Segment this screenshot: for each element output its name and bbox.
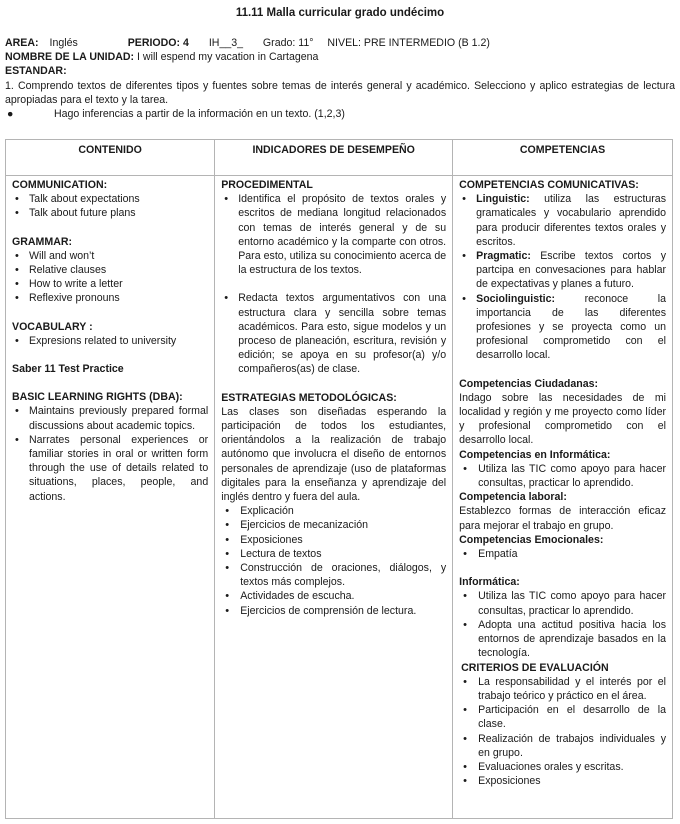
saber-title: Saber 11 Test Practice: [12, 363, 124, 376]
competencias-cell: [453, 176, 673, 819]
list-item: • Maintains previously prepared formal discussions about academic topics.: [29, 404, 208, 432]
ciudadanas-text: Indago sobre las necesidades de mi localidad y región y me proyecto como líder y profesional comprometido con el desarrollo local.: [459, 391, 666, 447]
vocabulary-title: VOCABULARY :: [12, 320, 93, 333]
list-item: • Utiliza las TIC como apoyo para hacer consultas, practicar lo aprendido.: [478, 462, 666, 490]
list-item: • Talk about expectations: [29, 192, 208, 206]
list-item: • Relative clauses: [29, 263, 208, 277]
document-header: [5, 36, 675, 121]
pragmatic-text: Escribe textos cortos y partcipa en convesaciones para hablar de expectativas y planes a futuro.: [476, 250, 666, 291]
list-item: • Exposiciones: [478, 774, 666, 788]
list-item: • Utiliza las TIC como apoyo para hacer consultas, practicar lo aprendido.: [478, 589, 666, 617]
column-header-contenido: CONTENIDO: [6, 140, 215, 176]
list-item: • Redacta textos argumentativos con una estructura clara y sencilla sobre temas académicos. Para esto, sigue modelos y un proceso de planeación, escritura, revisión y edición; se apoya en su profesor(a) y/o compañeros(as) de clase.: [238, 291, 446, 376]
informatica2-title: Informática:: [459, 576, 520, 589]
area-label: AREA:: [5, 37, 39, 49]
list-item: • Narrates personal experiences or familiar stories in oral or written form through the use of details related to situations, places, people, and actions.: [29, 433, 208, 504]
list-item: • How to write a letter: [29, 277, 208, 291]
estandar-bullet-text: Hago inferencias a partir de la información en un texto. (1,2,3): [54, 108, 345, 121]
vocabulary-list: [12, 334, 208, 348]
criterios-title: CRITERIOS DE EVALUACIÓN: [461, 661, 609, 674]
procedimental-list: [221, 192, 446, 277]
contenido-cell: [6, 176, 215, 819]
document-title: 11.11 Malla curricular grado undécimo: [235, 7, 445, 19]
list-item: • La responsabilidad y el interés por el trabajo teórico y práctico en el área.: [478, 675, 666, 703]
column-header-competencias: COMPETENCIAS: [453, 140, 673, 176]
estandar-text: 1. Comprendo textos de diferentes tipos y fuentes sobre temas de interés general y académico. Selecciono y aplico estrategias de lectura apropiadas para el texto y la tarea.: [5, 79, 675, 106]
list-item: [476, 292, 666, 363]
comunicativas-title: COMPETENCIAS COMUNICATIVAS:: [459, 179, 639, 191]
ciudadanas-title: Competencias Ciudadanas:: [459, 377, 599, 390]
linguistic-text: utiliza las estructuras gramaticales y vocabulario aprendido para producir diferentes textos orales y escritos.: [476, 193, 666, 248]
informatica-title: Competencias en Informática:: [459, 448, 611, 461]
list-item: • Ejercicios de mecanización: [240, 518, 446, 532]
sociolinguistic-label: Sociolinguistic:: [476, 292, 555, 305]
list-item: • Empatía: [478, 547, 666, 561]
estandar-label: ESTANDAR:: [5, 65, 67, 78]
dba-title: BASIC LEARNING RIGHTS (DBA):: [12, 391, 183, 404]
list-item: • Lectura de textos: [240, 547, 446, 561]
estrategias-title: ESTRATEGIAS METODOLÓGICAS:: [221, 391, 397, 404]
indicadores-cell: [215, 176, 453, 819]
dba-list: [12, 404, 208, 503]
unidad-value: I will espend my vacation in Cartagena: [137, 51, 319, 64]
unidad-label: NOMBRE DE LA UNIDAD:: [5, 51, 135, 64]
procedimental-list-2: [221, 291, 446, 376]
list-item: • Expresions related to university: [29, 334, 208, 348]
grado-value: Grado: 11°: [262, 37, 314, 49]
procedimental-title: PROCEDIMENTAL: [221, 179, 313, 191]
laboral-title: Competencia laboral:: [459, 491, 567, 504]
estandar-bullet: [5, 107, 675, 121]
list-item: • Reflexive pronouns: [29, 291, 208, 305]
nivel-value: NIVEL: PRE INTERMEDIO (B 1.2): [327, 37, 490, 49]
column-header-indicadores: INDICADORES DE DESEMPEÑO: [215, 140, 453, 176]
unidad-line: [5, 50, 675, 64]
list-item: • Will and won’t: [29, 249, 208, 263]
list-item: • Talk about future plans: [29, 206, 208, 220]
list-item: [476, 192, 666, 249]
estrategias-list: [221, 504, 446, 618]
informatica2-list: [459, 589, 666, 660]
list-item: [476, 249, 666, 292]
grammar-list: [12, 249, 208, 306]
periodo-label: PERIODO:: [127, 37, 181, 49]
list-item: • Evaluaciones orales y escritas.: [478, 760, 666, 774]
list-item: • Construcción de oraciones, diálogos, y textos más complejos.: [240, 561, 446, 589]
emocionales-title: Competencias Emocionales:: [459, 533, 604, 546]
pragmatic-label: Pragmatic:: [476, 250, 531, 263]
laboral-text: Establezco formas de interacción eficaz para mejorar el trabajo en grupo.: [459, 505, 666, 532]
grammar-title: GRAMMAR:: [12, 235, 73, 248]
list-item: • Adopta una actitud positiva hacia los entornos de aprendizaje basados en la tecnología.: [478, 618, 666, 661]
list-item: • Identifica el propósito de textos orales y escritos de mediana longitud relacionados con temas de interés general y de su entorno académico y la comparte con otros. Para esto, utiliza su conocimiento acerca de la estructura de los textos.: [238, 192, 446, 277]
communication-list: [12, 192, 208, 220]
sociolinguistic-text: reconoce la importancia de las diferentes profesiones y se proyecta como un profesional comprometido con el desarrollo local.: [476, 292, 666, 362]
list-item: • Exposiciones: [240, 533, 446, 547]
table-header-row: [6, 140, 673, 176]
bullet-icon: ●: [7, 108, 14, 121]
list-item: • Ejercicios de comprensión de lectura.: [240, 604, 446, 618]
area-value: Inglés: [49, 37, 78, 49]
periodo-value: 4: [183, 37, 189, 49]
curriculum-table: [5, 139, 673, 819]
list-item: • Actividades de escucha.: [240, 589, 446, 603]
list-item: • Realización de trabajos individuales y en grupo.: [478, 732, 666, 760]
linguistic-label: Linguistic:: [476, 193, 530, 206]
communication-title: COMMUNICATION:: [12, 179, 108, 191]
emocionales-list: [459, 547, 666, 561]
criterios-list: [459, 675, 666, 789]
informatica-list: [459, 462, 666, 490]
header-info-line: [5, 36, 675, 50]
list-item: • Participación en el desarrollo de la clase.: [478, 703, 666, 731]
estrategias-text: Las clases son diseñadas esperando la participación de todos los estudiantes, orientándolos a la realización de trabajo autónomo que involucra el diseño de entornos personales de aprendizaje (uso de plataformas digitales para la enseñanza y aprendizaje del inglés dentro y fuera del aula.: [221, 405, 447, 504]
comunicativas-list: [459, 192, 666, 362]
list-item: • Explicación: [240, 504, 446, 518]
table-body-row: [6, 176, 673, 819]
ih-value: IH__3_: [208, 37, 244, 49]
